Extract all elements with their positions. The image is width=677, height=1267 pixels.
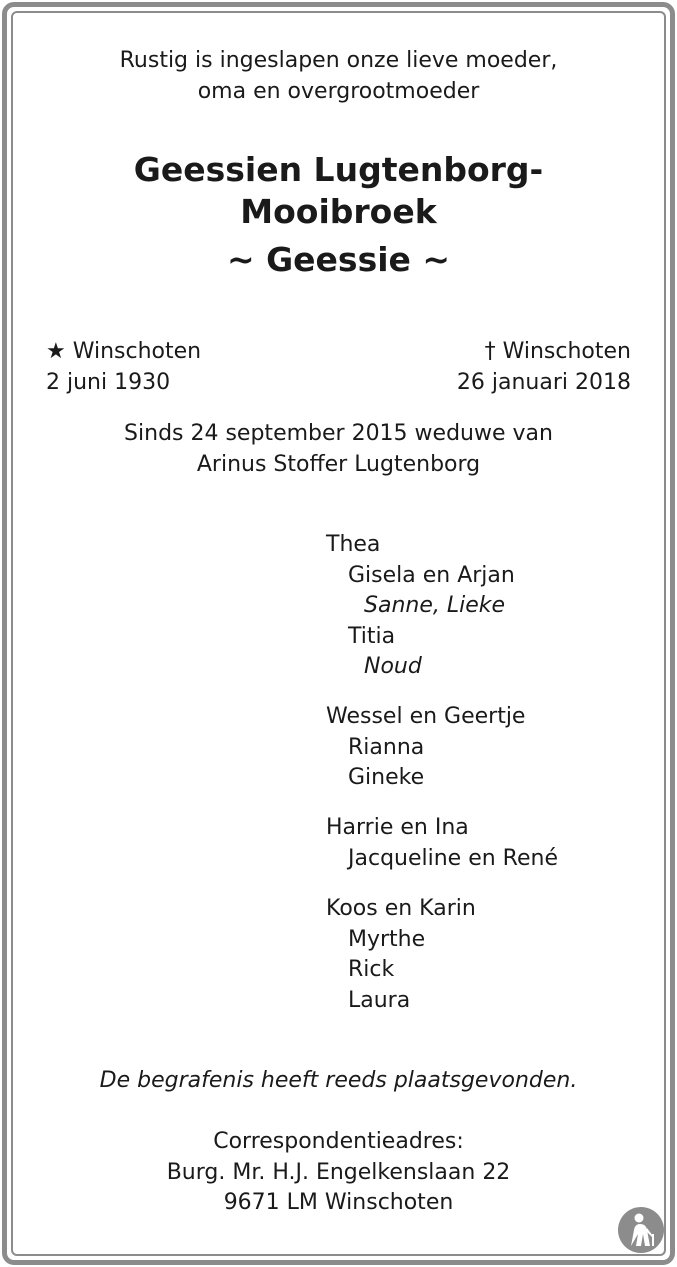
family-parents: Thea bbox=[326, 532, 381, 557]
funeral-note: De begrafenis heeft reeds plaatsgevonden. bbox=[99, 1068, 578, 1093]
family-child: Titia bbox=[348, 624, 396, 649]
deceased-name-line-1: Geessien Lugtenborg- bbox=[133, 150, 544, 189]
widow-line-1: Sinds 24 september 2015 weduwe van bbox=[124, 421, 553, 446]
memorial-logo-icon bbox=[617, 1206, 665, 1254]
family-child: Rick bbox=[348, 957, 395, 982]
family-parents: Koos en Karin bbox=[326, 896, 476, 921]
deceased-name-line-2: Mooibroek bbox=[240, 192, 437, 231]
intro-line-1: Rustig is ingeslapen onze lieve moeder, bbox=[119, 48, 558, 73]
death-date: 26 januari 2018 bbox=[456, 370, 631, 395]
intro-line-2: oma en overgrootmoeder bbox=[197, 79, 480, 104]
correspondence-city: 9671 LM Winschoten bbox=[223, 1190, 454, 1215]
birth-place: ★ Winschoten bbox=[46, 339, 202, 364]
family-child: Jacqueline en René bbox=[348, 846, 558, 871]
family-child: Laura bbox=[348, 988, 411, 1013]
birth-date: 2 juni 1930 bbox=[46, 370, 171, 395]
family-parents: Harrie en Ina bbox=[326, 815, 469, 840]
family-child: Myrthe bbox=[348, 927, 426, 952]
widow-line-2: Arinus Stoffer Lugtenborg bbox=[196, 452, 481, 477]
deceased-nickname: ~ Geessie ~ bbox=[226, 240, 451, 279]
correspondence-street: Burg. Mr. H.J. Engelkenslaan 22 bbox=[166, 1160, 511, 1185]
family-grandchildren: Noud bbox=[364, 654, 422, 679]
death-place: † Winschoten bbox=[484, 339, 631, 364]
family-parents: Wessel en Geertje bbox=[326, 704, 526, 729]
family-child: Gineke bbox=[348, 765, 425, 790]
correspondence-label: Correspondentieadres: bbox=[213, 1129, 464, 1154]
family-child: Gisela en Arjan bbox=[348, 563, 515, 588]
family-grandchildren: Sanne, Lieke bbox=[364, 593, 506, 618]
family-child: Rianna bbox=[348, 735, 425, 760]
